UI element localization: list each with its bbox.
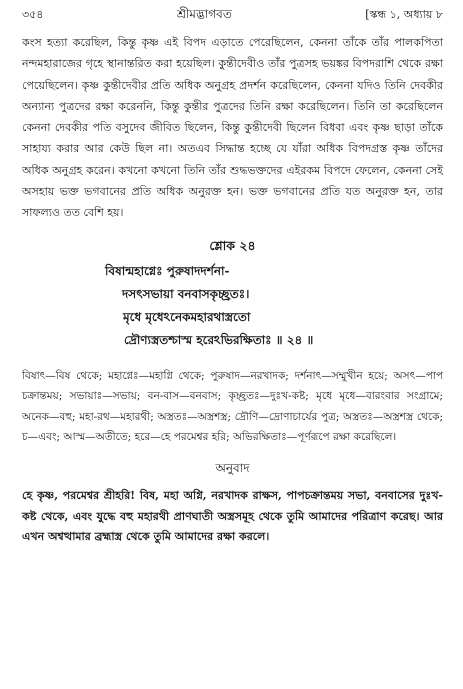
- word-synonyms: বিষাৎ—বিষ থেকে; মহাগ্নেঃ—মহাগ্নি থেকে; পুরুষাদ—নরখাদক; দর্শনাৎ—সম্মুখীন হয়ে; অসৎ—পাপ চক্রান্তময়; সভায়াঃ—সভায়; বন-বাস—বনবাস; কৃচ্ছ্রতঃ—দুঃখ-কষ্ট; মৃধে মৃধে—বারংবার সংগ্রামে; অনেক—বহু; মহা-রথ—মহারথী; অস্ত্রতঃ—অস্ত্রশস্ত্র; দ্রৌণি—দ্রোণাচার্যের পুত্র; অস্ত্রতঃ—অস্ত্রশস্ত্র থেকে; চ—এবং; আস্ম—অতীতে; হরে—হে পরমেশ্বর হরি; অভিরক্ষিতাঃ—পূর্ণরূপে রক্ষা করেছিলে।: [22, 369, 443, 444]
- purport-paragraph: কংস হত্যা করেছিল, কিন্তু কৃষ্ণ এই বিপদ এড়াতে পেরেছিলেন, কেননা তাঁকে তাঁর পালকপিতা নন্দমহারাজের গৃহে স্থানান্তরিত করা হয়েছিল। কুন্তীদেবীও তাঁর পুত্রসহ ভয়ঙ্কর বিপদরাশি থেকে রক্ষা পেয়েছিলেন। কৃষ্ণ কুন্তীদেবীর প্রতি অধিক অনুগ্রহ প্রদর্শন করেছিলেন, কেননা যদিও তিনি দেবকীর অন্যান্য পুত্রদের রক্ষা করেননি, কিন্তু কুন্তীর পুত্রদের তিনি রক্ষা করেছিলেন। তিনি তা করেছিলেন কেননা দেবকীর পতি বসুদেব জীবিত ছিলেন, কিন্তু কুন্তীদেবী ছিলেন বিধবা এবং কৃষ্ণ ছাড়া তাঁকে সাহায্য করার আর কেউ ছিল না। অতএব সিদ্ধান্ত হচ্ছে যে যাঁরা অধিক বিপদগ্রস্ত কৃষ্ণ তাঁদের অধিক অনুগ্রহ করেন। কখনো কখনো তিনি তাঁর শুদ্ধভক্তদের এইরকম বিপদে ফেলেন, কেননা সেই অসহায় ভক্ত ভগবানের প্রতি অধিক অনুরক্ত হন। ভক্ত ভগবানের প্রতি যত অনুরক্ত হন, তার সাফল্যও তত বেশি হয়।: [22, 36, 443, 220]
- verse-line: মৃধে মৃধেঽনেকমহারথাস্ত্রতো: [123, 309, 251, 324]
- page-number: ৩৫৪: [22, 8, 44, 21]
- translation-heading: অনুবাদ: [215, 461, 250, 476]
- verse-line: দসৎসভায়া বনবাসকৃচ্ছ্রতঃ।: [122, 286, 250, 301]
- book-title: শ্রীমদ্ভাগবত: [176, 7, 232, 21]
- verse-number: শ্লোক ২৪: [209, 237, 256, 253]
- verse-line: বিষান্মহাগ্নেঃ পুরুষাদদর্শনা-: [105, 263, 230, 278]
- translation-text: হে কৃষ্ণ, পরমেশ্বর শ্রীহরি! বিষ, মহা অগ্নি, নরখাদক রাক্ষস, পাপচক্রান্তময় সভা, বনবাসের দুঃখ-কষ্ট থেকে, এবং যুদ্ধে বহু মহারথী প্রাণঘাতী অস্ত্রসমূহ থেকে তুমি আমাদের পরিত্রাণ করেছ। আর এখন অশ্বত্থামার ব্রহ্মাস্ত্র থেকে তুমি আমাদের রক্ষা করলে।: [22, 489, 443, 544]
- chapter-reference: [স্কন্ধ ১, অধ্যায় ৮: [365, 8, 443, 21]
- verse-line: দ্রৌণ্যস্ত্রতশ্চাস্ম হরেঽভিরক্ষিতাঃ ॥ ২৪ ॥: [124, 332, 314, 347]
- verse-text: [22, 260, 443, 352]
- page-header: [22, 6, 443, 26]
